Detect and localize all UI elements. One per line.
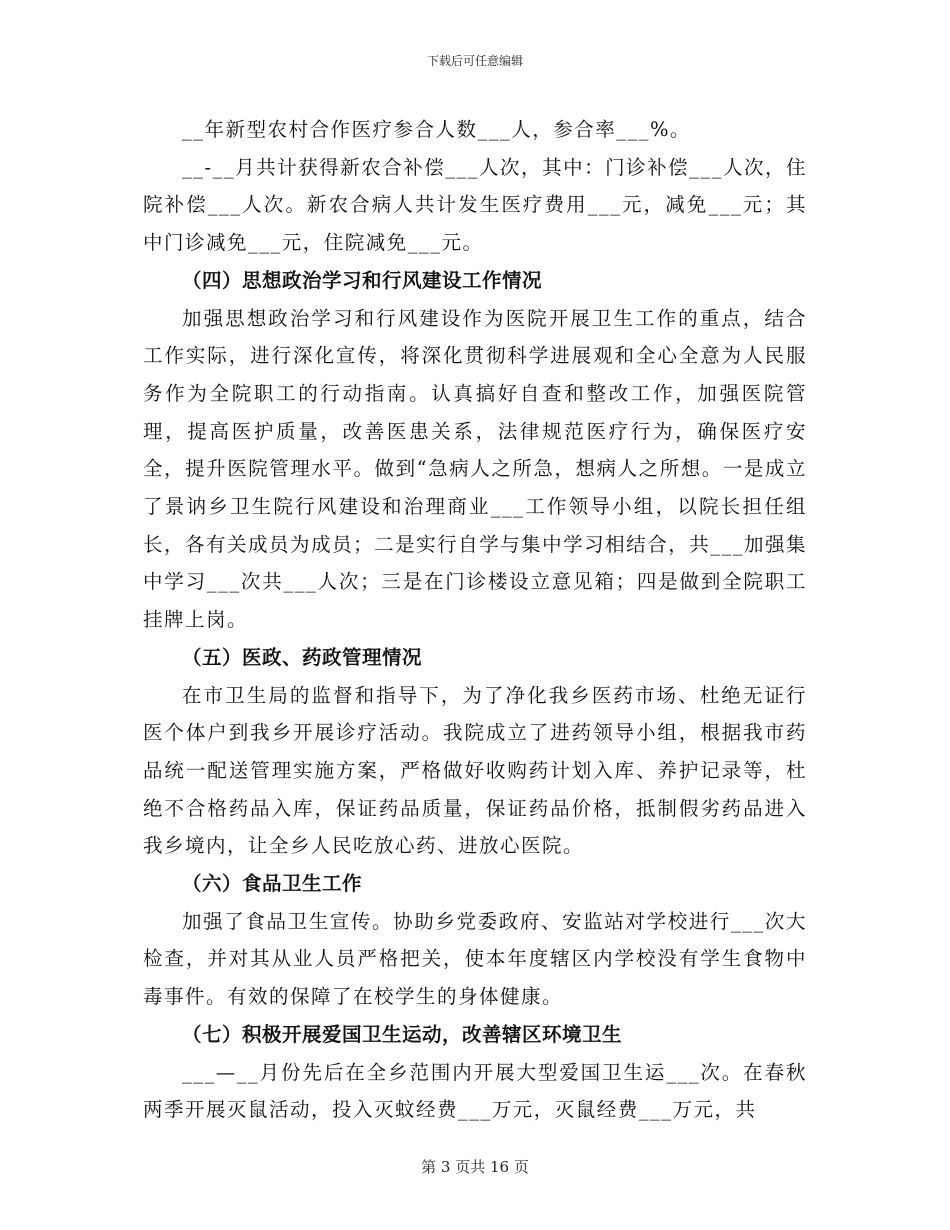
section-heading-6: （六）食品卫生工作	[182, 872, 363, 896]
document-body	[143, 111, 807, 1129]
paragraph-drug-management: 在市卫生局的监督和指导下，为了净化我乡医药市场、杜绝无证行医个体户到我乡开展诊疗活动。我院成立了进药领导小组，根据我市药品统一配送管理实施方案，严格做好收购药计划入库、养护记录等，杜绝不合格药品入库，保证药品质量，保证药品价格，抵制假劣药品进入我乡境内，让全乡人民吃放心药、进放心医院。	[143, 683, 807, 858]
section-heading-4: （四）思想政治学习和行风建设工作情况	[182, 268, 543, 292]
paragraph-compensation: __-__月共计获得新农合补偿___人次，其中：门诊补偿___人次，住院补偿___人次。新农合病人共计发生医疗费用___元，减免___元；其中门诊减免___元，住院减免___元。	[143, 155, 807, 255]
page-footer: 第 3 页共 16 页	[421, 1158, 529, 1176]
section-heading-5: （五）医政、药政管理情况	[182, 645, 423, 669]
section-heading-7: （七）积极开展爱国卫生运动，改善辖区环境卫生	[182, 1022, 623, 1046]
paragraph-patriotic-hygiene: ___—__月份先后在全乡范围内开展大型爱国卫生运___次。在春秋两季开展灭鼠活动，投入灭蚊经费___万元，灭鼠经费___万元，共	[143, 1060, 807, 1122]
paragraph-food-hygiene: 加强了食品卫生宣传。协助乡党委政府、安监站对学校进行___次大检查，并对其从业人员严格把关，使本年度辖区内学校没有学生食物中毒事件。有效的保障了在校学生的身体健康。	[143, 909, 807, 1009]
page-header: 下载后可任意编辑	[426, 54, 523, 68]
paragraph-participation: __年新型农村合作医疗参合人数___人，参合率___%。	[182, 118, 692, 141]
paragraph-political-study: 加强思想政治学习和行风建设作为医院开展卫生工作的重点，结合工作实际，进行深化宣传，将深化贯彻科学进展观和全心全意为人民服务作为全院职工的行动指南。认真搞好自查和整改工作，加强医院管理，提高医护质量，改善医患关系，法律规范医疗行为，确保医疗安全，提升医院管理水平。做到“急病人之所急，想病人之所想。一是成立了景讷乡卫生院行风建设和治理商业___工作领导小组，以院长担任组长，各有关成员为成员；二是实行自学与集中学习相结合，共___加强集中学习___次共___人次；三是在门诊楼设立意见箱；四是做到全院职工挂牌上岗。	[143, 306, 807, 632]
